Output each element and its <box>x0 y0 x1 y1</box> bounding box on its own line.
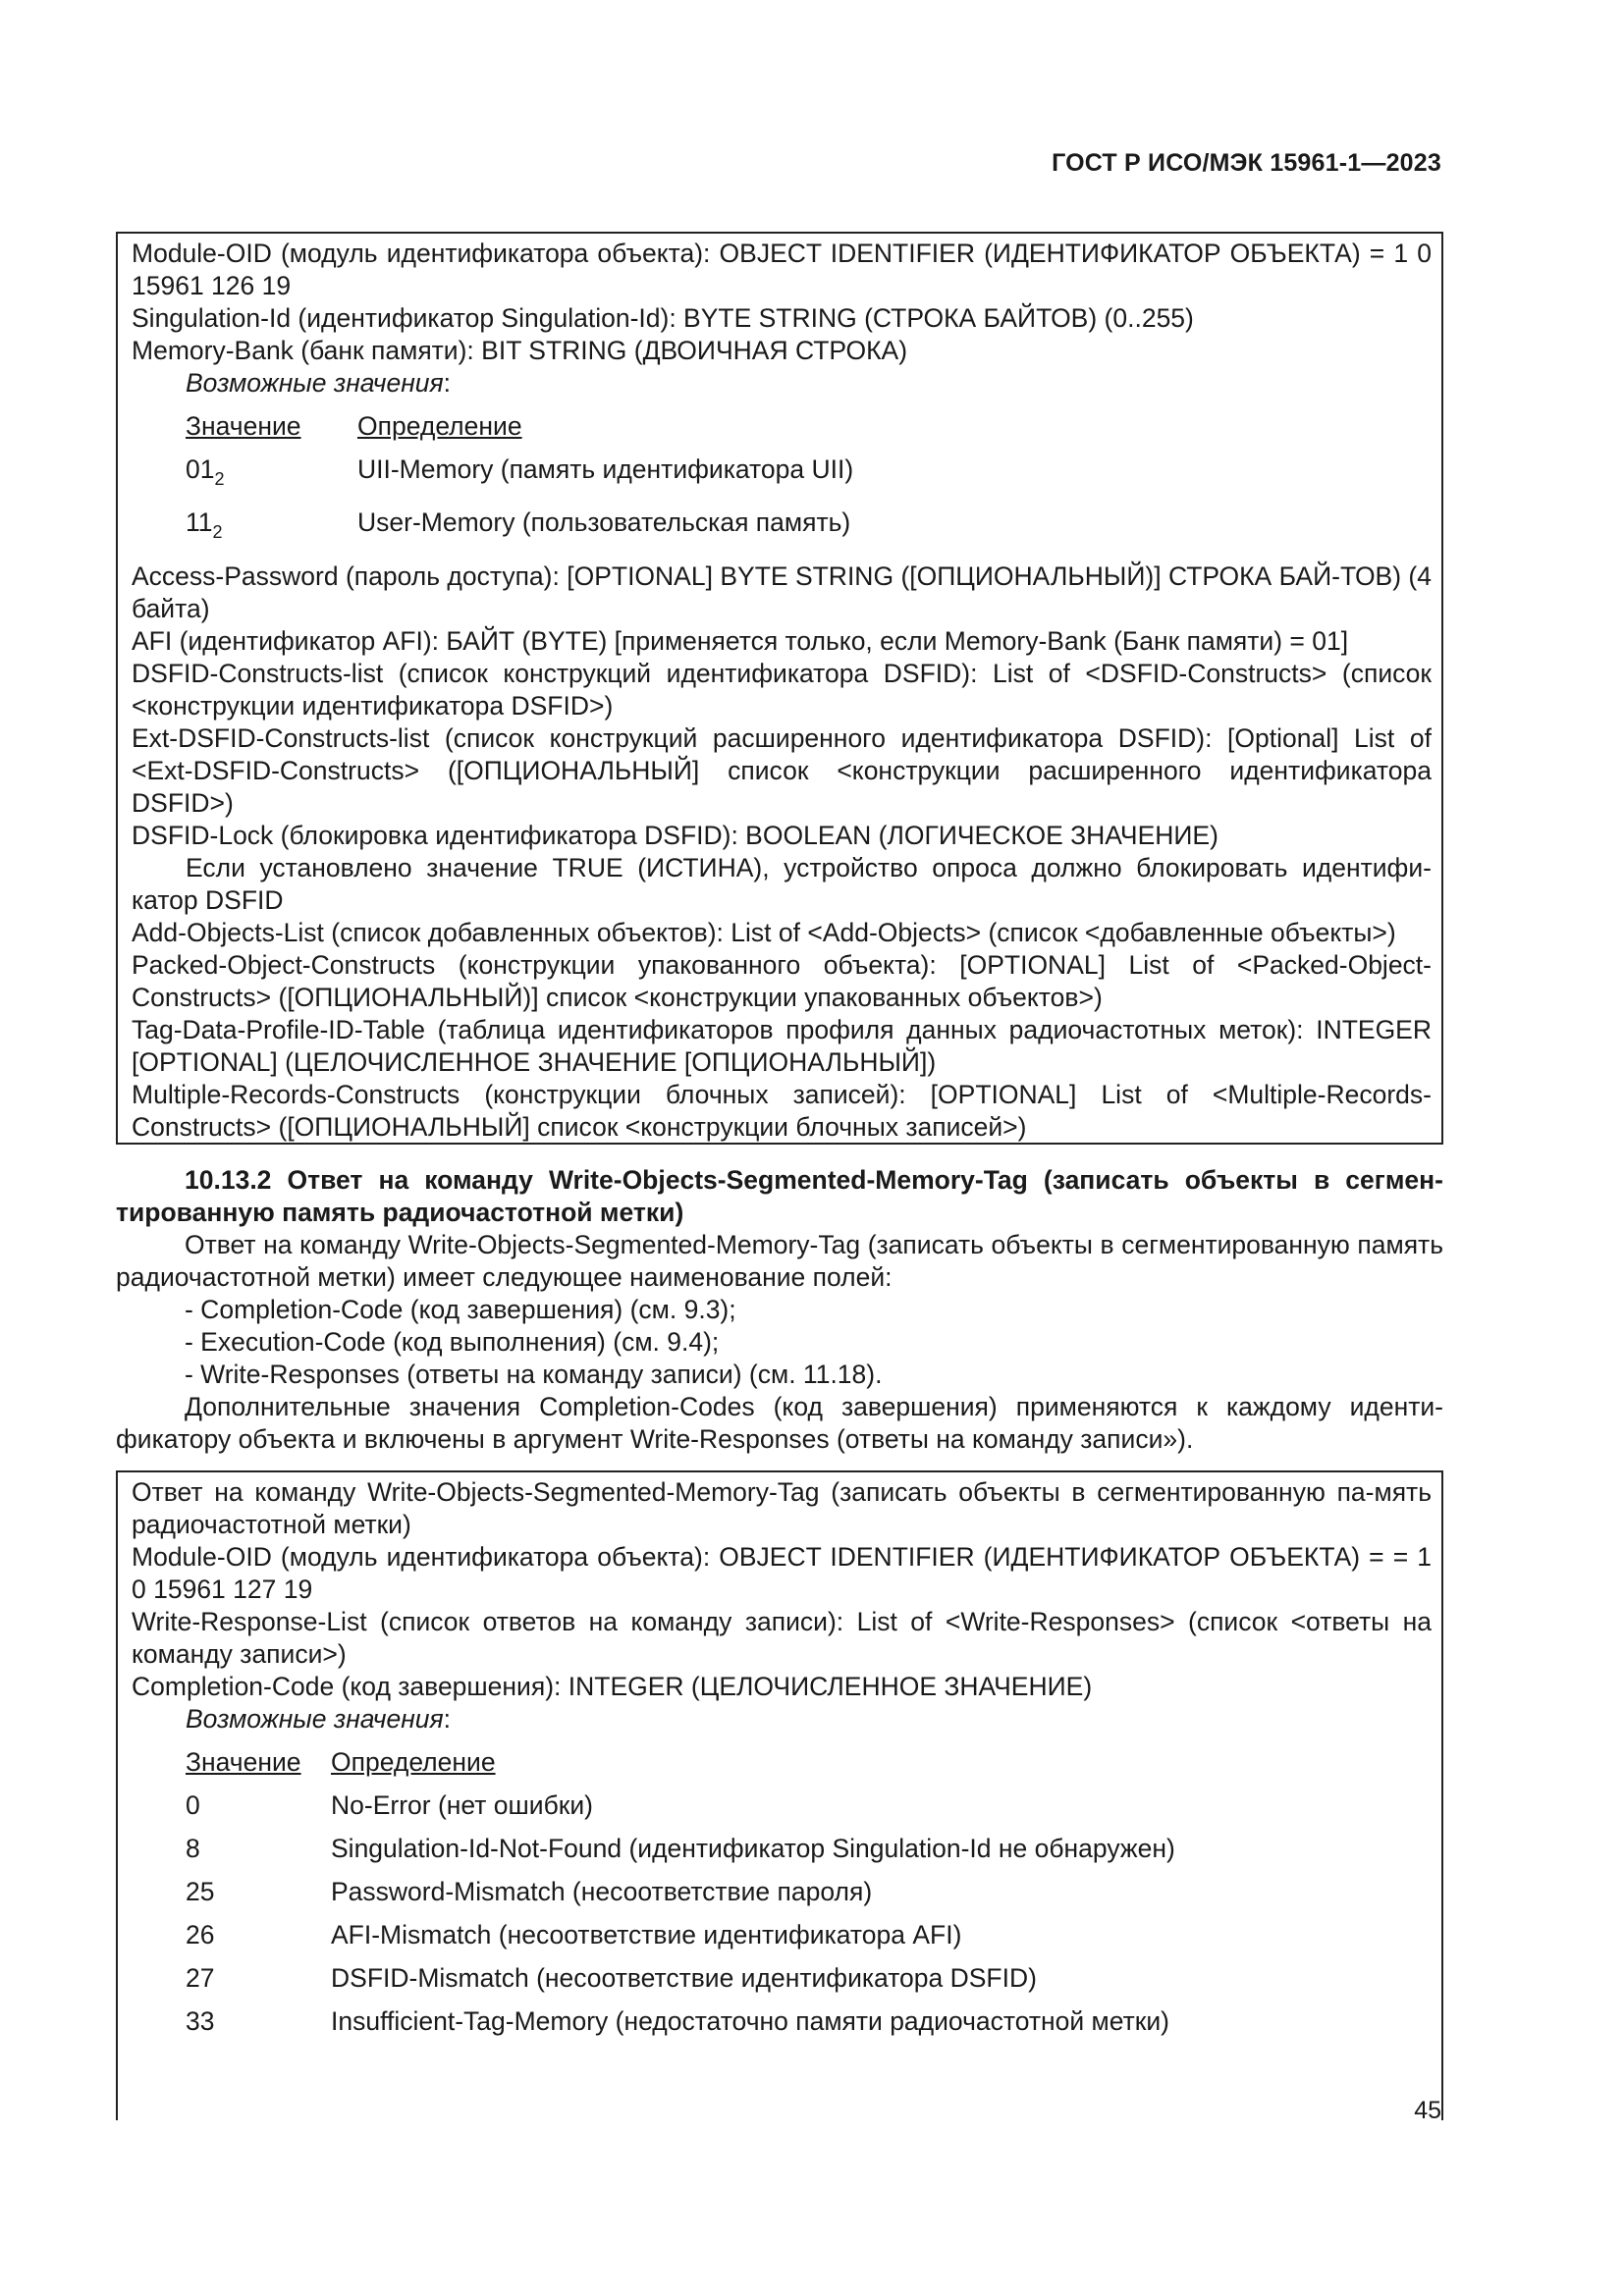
table-row: 33 Insufficient-Tag-Memory (недостаточно памяти радиочастотной метки) <box>186 2006 1169 2036</box>
table-header-row <box>186 405 853 449</box>
list-item: - Completion-Code (код завершения) (см. 9.3); <box>185 1295 736 1324</box>
page-number: 45 <box>1414 2097 1441 2124</box>
completion-code-values-table <box>186 1741 1175 2044</box>
packed-object-line: Packed-Object-Constructs (конструкции упакованного объекта): [OPTIONAL] List of <Packed-Object-Constructs> ([ОПЦИОНАЛЬНЫЙ)] список <конструкции упакованных объектов>) <box>132 950 1432 1012</box>
multiple-records-line: Multiple-Records-Constructs (конструкции блочных записей): [OPTIONAL] List of <Multiple-Records-Constructs> ([ОПЦИОНАЛЬНЫЙ] список <конструкции блочных записей>) <box>132 1080 1432 1142</box>
table-row: 25 Password-Mismatch (несоответствие пароля) <box>186 1877 873 1906</box>
dsfid-constructs-line: DSFID-Constructs-list (список конструкций идентификатора DSFID): List of <DSFID-Constructs> (список <конструкции идентификатора DSFID>) <box>132 659 1432 721</box>
document-header: ГОСТ Р ИСО/МЭК 15961-1—2023 <box>1052 149 1441 177</box>
table-row: $11_2$ User-Memory (пользовательская память) <box>186 507 851 542</box>
possible-values-label: Возможные значения: <box>186 1704 452 1734</box>
write-response-list-line: Write-Response-List (список ответов на команду записи): List of <Write-Responses> (список <ответы на команду записи>) <box>132 1607 1432 1669</box>
module-oid-line: Module-OID (модуль идентификатора объекта): OBJECT IDENTIFIER (ИДЕНТИФИКАТОР ОБЪЕКТА) = 1 0 15961 126 19 <box>132 239 1432 300</box>
list-item: - Execution-Code (код выполнения) (см. 9.4); <box>185 1327 720 1357</box>
tag-data-profile-line: Tag-Data-Profile-ID-Table (таблица идентификаторов профиля данных радиочастотных меток): INTEGER [OPTIONAL] (ЦЕЛОЧИСЛЕННОЕ ЗНАЧЕНИЕ [ОПЦИОНАЛЬНЫЙ]) <box>132 1015 1432 1077</box>
asn-definition-box-response <box>116 1470 1443 2120</box>
afi-line: AFI (идентификатор AFI): БАЙТ (BYTE) [применяется только, если Memory-Bank (Банк памяти) = 01] <box>132 626 1349 656</box>
memory-bank-line: Memory-Bank (банк памяти): BIT STRING (ДВОИЧНАЯ СТРОКА) <box>132 336 908 365</box>
completion-code-line: Completion-Code (код завершения): INTEGER (ЦЕЛОЧИСЛЕННОЕ ЗНАЧЕНИЕ) <box>132 1672 1093 1701</box>
singulation-id-line: Singulation-Id (идентификатор Singulation-Id): BYTE STRING (СТРОКА БАЙТОВ) (0..255) <box>132 303 1194 333</box>
module-oid-line: Module-OID (модуль идентификатора объекта): OBJECT IDENTIFIER (ИДЕНТИФИКАТОР ОБЪЕКТА) = = 1 0 15961 127 19 <box>132 1542 1432 1604</box>
table-row: 0 No-Error (нет ошибки) <box>186 1790 593 1820</box>
section-10-13-2 <box>116 1164 1443 1456</box>
table-row: 27 DSFID-Mismatch (несоответствие идентификатора DSFID) <box>186 1963 1037 1993</box>
ext-dsfid-constructs-line: Ext-DSFID-Constructs-list (список конструкций расширенного идентификатора DSFID): [Optional] List of <Ext-DSFID-Constructs> ([ОПЦИОНАЛЬНЫЙ] список <конструкции расширенного идентификатора DSFID>) <box>132 723 1432 818</box>
add-objects-line: Add-Objects-List (список добавленных объектов): List of <Add-Objects> (список <добавленные объекты>) <box>132 918 1396 947</box>
value-column-header: Значение <box>186 1747 301 1777</box>
response-title-line: Ответ на команду Write-Objects-Segmented-Memory-Tag (записать объекты в сегментированную па-мять радиочастотной метки) <box>132 1477 1432 1539</box>
table-row: 8 Singulation-Id-Not-Found (идентификатор Singulation-Id не обнаружен) <box>186 1834 1175 1863</box>
asn-definition-box-request <box>116 232 1443 1145</box>
section-extra: Дополнительные значения Completion-Codes (код завершения) применяются к каждому иденти-фикатору объекта и включены в аргумент Write-Responses (ответы на команду записи»). <box>116 1392 1443 1454</box>
possible-values-label: Возможные значения: <box>186 368 452 398</box>
memory-bank-values-table <box>186 405 853 555</box>
section-intro: Ответ на команду Write-Objects-Segmented-Memory-Tag (записать объекты в сегментированную память радиочастотной метки) имеет следующее наименование полей: <box>116 1230 1443 1292</box>
dsfid-lock-note: Если установлено значение TRUE (ИСТИНА), устройство опроса должно блокировать идентифи-катор DSFID <box>132 853 1432 915</box>
table-row: 26 AFI-Mismatch (несоответствие идентификатора AFI) <box>186 1920 962 1949</box>
dsfid-lock-line: DSFID-Lock (блокировка идентификатора DSFID): BOOLEAN (ЛОГИЧЕСКОЕ ЗНАЧЕНИЕ) <box>132 821 1218 850</box>
definition-column-header: Определение <box>331 1747 496 1777</box>
section-heading: 10.13.2 Ответ на команду Write-Objects-Segmented-Memory-Tag (записать объекты в сегмен-тированную память радиочастотной метки) <box>116 1165 1443 1227</box>
table-header-row <box>186 1741 1175 1785</box>
value-column-header: Значение <box>186 411 301 441</box>
table-row: $01_2$ UII-Memory (память идентификатора UII) <box>186 454 854 489</box>
definition-column-header: Определение <box>357 411 522 441</box>
access-password-line: Access-Password (пароль доступа): [OPTIONAL] BYTE STRING ([ОПЦИОНАЛЬНЫЙ)] СТРОКА БАЙ-ТОВ) (4 байта) <box>132 561 1432 623</box>
list-item: - Write-Responses (ответы на команду записи) (см. 11.18). <box>185 1360 883 1389</box>
